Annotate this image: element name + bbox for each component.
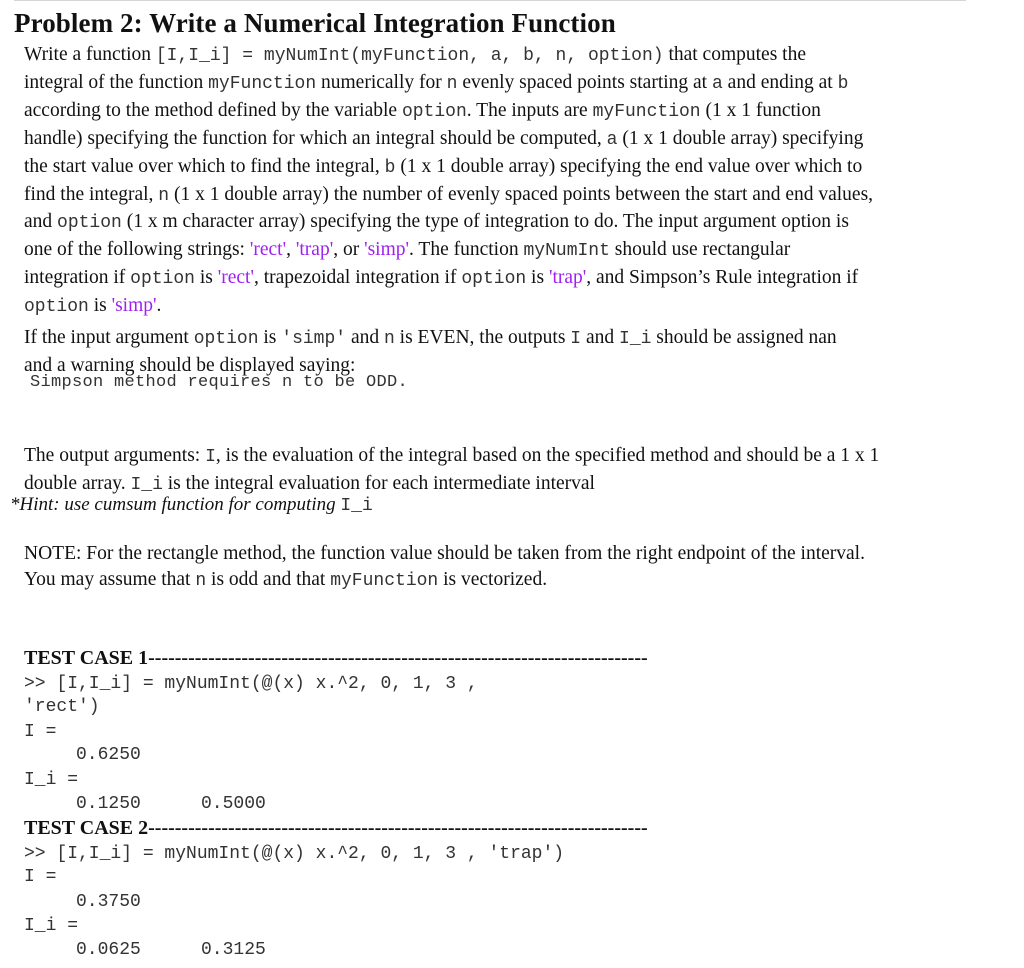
output-line-2: double array. I_i is the integral evaluation for each intermediate interval <box>24 472 595 495</box>
problem-description <box>24 42 944 321</box>
simp-line-1: If the input argument option is 'simp' and n is EVEN, the outputs I and I_i should be assigned nan <box>24 327 837 349</box>
note-line-2: You may assume that n is odd and that myFunction is vectorized. <box>24 568 548 591</box>
warning-message: Simpson method requires n to be ODD. <box>30 373 409 392</box>
note-paragraph <box>24 541 944 595</box>
test-case-2-header: TEST CASE 2--------------------------------------------------------------------------- <box>24 817 648 839</box>
desc-line-5: the start value over which to find the integral, b (1 x 1 double array) specifying the end value over which to <box>24 155 863 178</box>
test-case-2-i-value: 0.3750 <box>76 892 141 912</box>
desc-line-4: handle) specifying the function for which an integral should be computed, a (1 x 1 double array) specifying <box>24 127 864 150</box>
test-case-1-i-label: I = <box>24 722 57 742</box>
test-case-1-ii-value-2: 0.5000 <box>201 794 266 814</box>
test-case-1-ii-label: I_i = <box>24 770 79 790</box>
desc-line-7: and option (1 x m character array) specifying the type of integration to do. The input argument option is <box>24 211 849 234</box>
test-case-2-ii-value-1: 0.0625 <box>76 940 141 960</box>
output-line-1: The output arguments: I, is the evaluation of the integral based on the specified method and should be a 1 x 1 <box>24 445 880 467</box>
test-case-1-command-cont: 'rect') <box>24 697 100 717</box>
top-divider <box>14 0 966 1</box>
hint-text: *Hint: use cumsum function for computing I_i <box>10 494 373 516</box>
desc-line-1: Write a function [I,I_i] = myNumInt(myFunction, a, b, n, option) that computes the <box>24 44 806 66</box>
test-case-1-i-value: 0.6250 <box>76 745 141 765</box>
desc-line-6: find the integral, n (1 x 1 double array) the number of evenly spaced points between the start and end values, <box>24 183 874 206</box>
desc-line-2: integral of the function myFunction numerically for n evenly spaced points starting at a and ending at b <box>24 71 849 94</box>
test-case-2-ii-label: I_i = <box>24 916 79 936</box>
test-case-2-i-label: I = <box>24 867 57 887</box>
desc-line-10: option is 'simp'. <box>24 295 162 318</box>
desc-line-8: one of the following strings: 'rect', 'trap', or 'simp'. The function myNumInt should use rectangular <box>24 239 791 262</box>
test-case-2-command: >> [I,I_i] = myNumInt(@(x) x.^2, 0, 1, 3 , 'trap') <box>24 844 565 864</box>
test-case-1-header: TEST CASE 1--------------------------------------------------------------------------- <box>24 647 648 669</box>
output-description <box>24 443 944 499</box>
desc-line-3: according to the method defined by the variable option. The inputs are myFunction (1 x 1 function <box>24 99 821 122</box>
simpson-condition <box>24 325 944 379</box>
test-case-1-ii-value-1: 0.1250 <box>76 794 141 814</box>
problem-title: Problem 2: Write a Numerical Integration Function <box>14 8 616 38</box>
desc-line-9: integration if option is 'rect', trapezoidal integration if option is 'trap', and Simpson’s Rule integration if <box>24 267 859 290</box>
test-case-2-ii-value-2: 0.3125 <box>201 940 266 960</box>
test-case-1-command: >> [I,I_i] = myNumInt(@(x) x.^2, 0, 1, 3 , <box>24 674 478 694</box>
note-line-1: NOTE: For the rectangle method, the function value should be taken from the right endpoint of the interval. <box>24 543 865 564</box>
simp-line-2: and a warning should be displayed saying: <box>24 354 356 376</box>
